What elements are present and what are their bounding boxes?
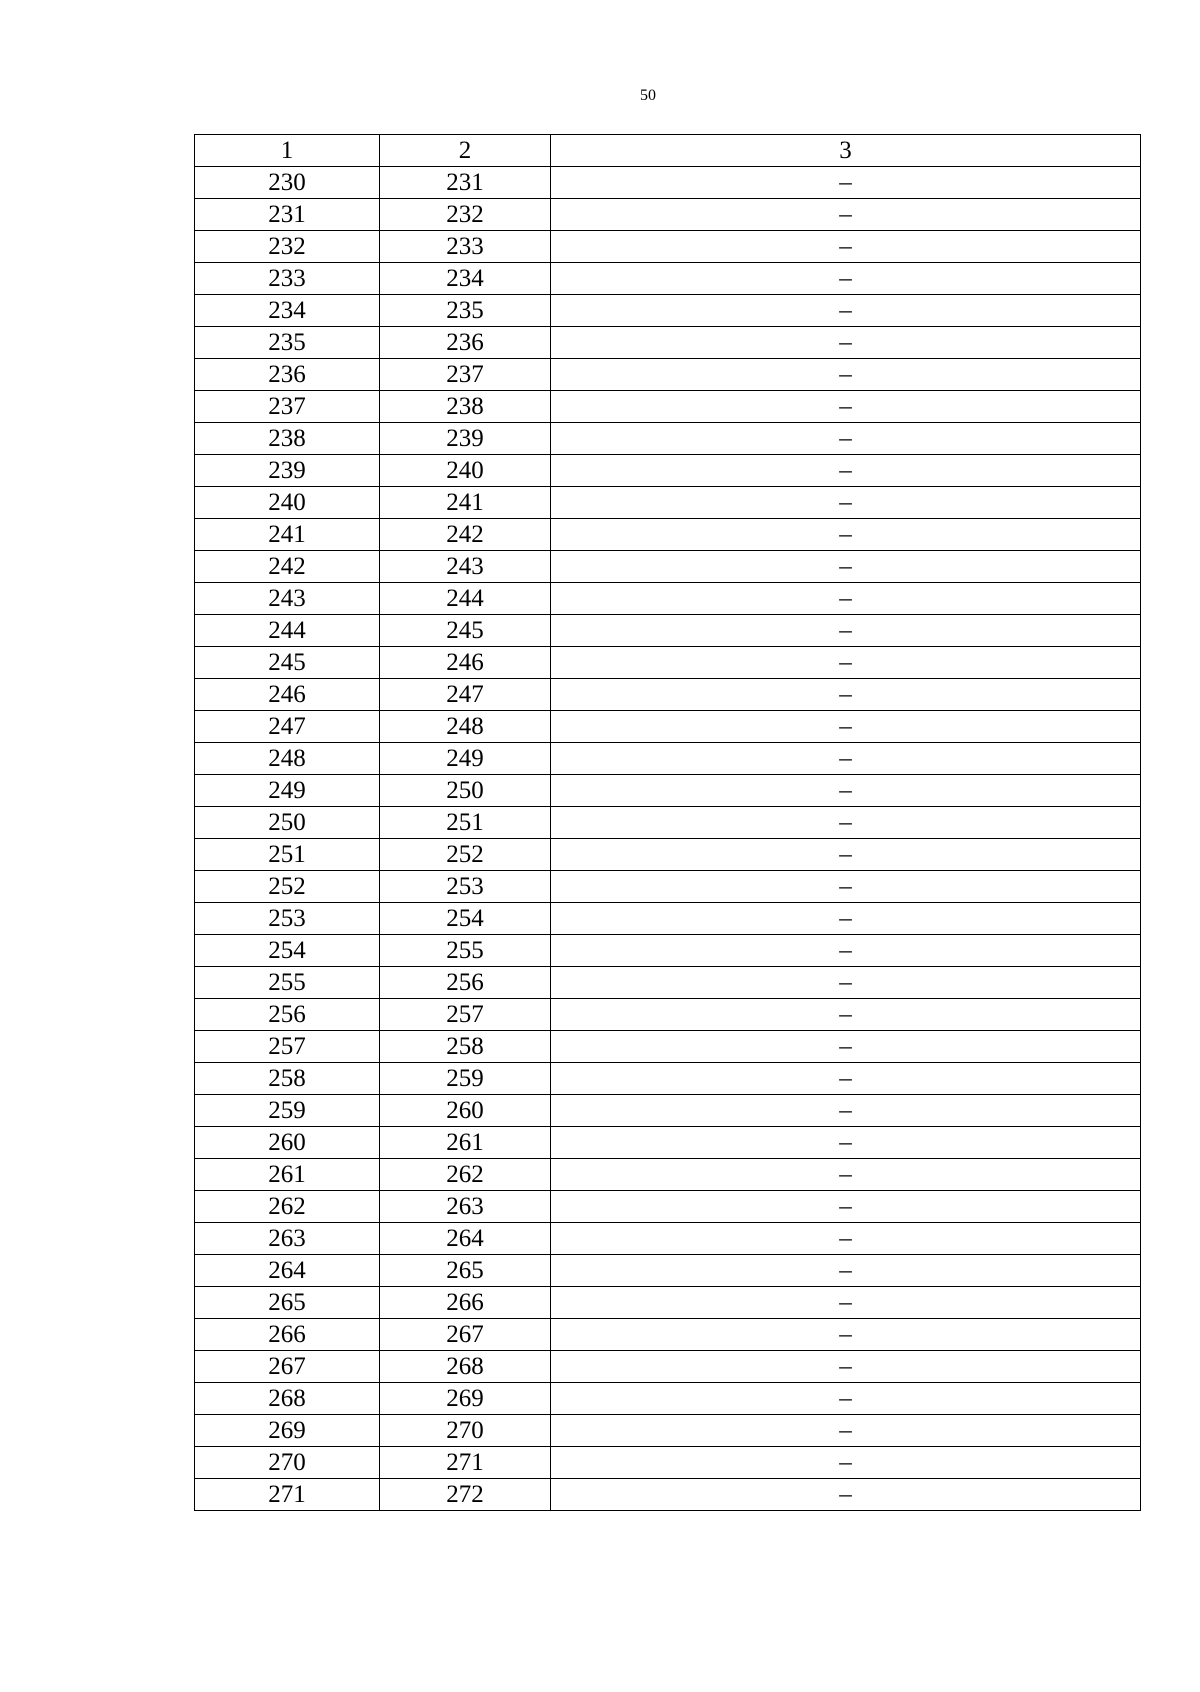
table-cell-col-2: 253 <box>380 871 551 903</box>
table-cell-col-1: 241 <box>195 519 380 551</box>
table-row <box>195 871 1141 903</box>
table-cell-col-3: – <box>551 263 1141 295</box>
table-row <box>195 903 1141 935</box>
table-cell-col-2: 262 <box>380 1159 551 1191</box>
table-row <box>195 1159 1141 1191</box>
table-row <box>195 1223 1141 1255</box>
table-cell-col-3: – <box>551 327 1141 359</box>
table-body <box>195 167 1141 1511</box>
table-cell-col-2: 258 <box>380 1031 551 1063</box>
table-row <box>195 1191 1141 1223</box>
table-row <box>195 1447 1141 1479</box>
table-cell-col-1: 268 <box>195 1383 380 1415</box>
table-cell-col-2: 248 <box>380 711 551 743</box>
table-cell-col-2: 246 <box>380 647 551 679</box>
table-cell-col-3: – <box>551 1095 1141 1127</box>
table-cell-col-2: 254 <box>380 903 551 935</box>
table-cell-col-3: – <box>551 1351 1141 1383</box>
table-cell-col-2: 231 <box>380 167 551 199</box>
table-cell-col-2: 252 <box>380 839 551 871</box>
table-row <box>195 647 1141 679</box>
table-row <box>195 327 1141 359</box>
table-row <box>195 455 1141 487</box>
table-cell-col-2: 233 <box>380 231 551 263</box>
table-cell-col-1: 258 <box>195 1063 380 1095</box>
table-row <box>195 1095 1141 1127</box>
table-cell-col-3: – <box>551 1031 1141 1063</box>
table-cell-col-2: 255 <box>380 935 551 967</box>
table-cell-col-2: 268 <box>380 1351 551 1383</box>
table-row <box>195 935 1141 967</box>
table-cell-col-3: – <box>551 1383 1141 1415</box>
table-cell-col-3: – <box>551 1319 1141 1351</box>
table-cell-col-3: – <box>551 487 1141 519</box>
table-row <box>195 775 1141 807</box>
table-cell-col-3: – <box>551 519 1141 551</box>
table-cell-col-1: 260 <box>195 1127 380 1159</box>
table-cell-col-3: – <box>551 391 1141 423</box>
table-header-row <box>195 135 1141 167</box>
table-row <box>195 1383 1141 1415</box>
table-cell-col-2: 236 <box>380 327 551 359</box>
table-cell-col-1: 250 <box>195 807 380 839</box>
table-row <box>195 679 1141 711</box>
table-cell-col-3: – <box>551 167 1141 199</box>
table-cell-col-2: 243 <box>380 551 551 583</box>
table-cell-col-3: – <box>551 999 1141 1031</box>
table-cell-col-1: 240 <box>195 487 380 519</box>
table-cell-col-3: – <box>551 967 1141 999</box>
table-cell-col-3: – <box>551 455 1141 487</box>
table-cell-col-2: 263 <box>380 1191 551 1223</box>
table-row <box>195 1127 1141 1159</box>
table-cell-col-2: 244 <box>380 583 551 615</box>
table-row <box>195 807 1141 839</box>
table-row <box>195 359 1141 391</box>
table-cell-col-1: 271 <box>195 1479 380 1511</box>
table-row <box>195 1255 1141 1287</box>
table-cell-col-3: – <box>551 1191 1141 1223</box>
table-row <box>195 231 1141 263</box>
table-cell-col-2: 261 <box>380 1127 551 1159</box>
table-cell-col-1: 232 <box>195 231 380 263</box>
table-cell-col-3: – <box>551 1479 1141 1511</box>
table-cell-col-2: 234 <box>380 263 551 295</box>
table-row <box>195 839 1141 871</box>
table-cell-col-2: 265 <box>380 1255 551 1287</box>
table-cell-col-2: 245 <box>380 615 551 647</box>
table-header <box>195 135 1141 167</box>
page-number: 50 <box>640 87 656 104</box>
table-cell-col-2: 250 <box>380 775 551 807</box>
table-cell-col-2: 267 <box>380 1319 551 1351</box>
column-header-1: 1 <box>195 135 380 167</box>
table-cell-col-1: 270 <box>195 1447 380 1479</box>
table-cell-col-2: 241 <box>380 487 551 519</box>
table-row <box>195 999 1141 1031</box>
table-cell-col-2: 256 <box>380 967 551 999</box>
table-cell-col-2: 264 <box>380 1223 551 1255</box>
table-cell-col-1: 267 <box>195 1351 380 1383</box>
table-cell-col-3: – <box>551 903 1141 935</box>
table-cell-col-2: 235 <box>380 295 551 327</box>
table-cell-col-1: 262 <box>195 1191 380 1223</box>
table-cell-col-1: 245 <box>195 647 380 679</box>
table-cell-col-3: – <box>551 839 1141 871</box>
table-cell-col-1: 269 <box>195 1415 380 1447</box>
table-cell-col-2: 242 <box>380 519 551 551</box>
table-cell-col-3: – <box>551 199 1141 231</box>
table-cell-col-1: 237 <box>195 391 380 423</box>
table-row <box>195 167 1141 199</box>
table-cell-col-1: 255 <box>195 967 380 999</box>
table-cell-col-1: 233 <box>195 263 380 295</box>
table-cell-col-3: – <box>551 1127 1141 1159</box>
table-cell-col-3: – <box>551 1415 1141 1447</box>
table-cell-col-1: 263 <box>195 1223 380 1255</box>
table-cell-col-3: – <box>551 775 1141 807</box>
table-cell-col-2: 270 <box>380 1415 551 1447</box>
table-cell-col-3: – <box>551 935 1141 967</box>
table-cell-col-2: 232 <box>380 199 551 231</box>
table-cell-col-1: 249 <box>195 775 380 807</box>
table-cell-col-3: – <box>551 711 1141 743</box>
table-cell-col-1: 244 <box>195 615 380 647</box>
table-row <box>195 583 1141 615</box>
table-cell-col-3: – <box>551 647 1141 679</box>
table-cell-col-1: 266 <box>195 1319 380 1351</box>
table-cell-col-1: 243 <box>195 583 380 615</box>
table-cell-col-1: 230 <box>195 167 380 199</box>
table-cell-col-2: 272 <box>380 1479 551 1511</box>
table-cell-col-1: 239 <box>195 455 380 487</box>
table-cell-col-3: – <box>551 551 1141 583</box>
table-cell-col-3: – <box>551 615 1141 647</box>
table-cell-col-1: 247 <box>195 711 380 743</box>
table-row <box>195 1063 1141 1095</box>
table-cell-col-1: 251 <box>195 839 380 871</box>
table-row <box>195 743 1141 775</box>
table-cell-col-1: 257 <box>195 1031 380 1063</box>
data-table <box>194 134 1141 1511</box>
table-cell-col-1: 261 <box>195 1159 380 1191</box>
table-cell-col-3: – <box>551 231 1141 263</box>
table-row <box>195 487 1141 519</box>
table-cell-col-2: 249 <box>380 743 551 775</box>
table-cell-col-3: – <box>551 359 1141 391</box>
table-row <box>195 967 1141 999</box>
table-cell-col-2: 266 <box>380 1287 551 1319</box>
table-cell-col-3: – <box>551 871 1141 903</box>
table-cell-col-2: 259 <box>380 1063 551 1095</box>
table-cell-col-1: 236 <box>195 359 380 391</box>
table-cell-col-2: 240 <box>380 455 551 487</box>
table-row <box>195 423 1141 455</box>
table-cell-col-2: 238 <box>380 391 551 423</box>
table-row <box>195 391 1141 423</box>
table-row <box>195 1415 1141 1447</box>
table-cell-col-2: 271 <box>380 1447 551 1479</box>
column-header-2: 2 <box>380 135 551 167</box>
table-cell-col-3: – <box>551 1287 1141 1319</box>
table-cell-col-1: 234 <box>195 295 380 327</box>
table-cell-col-3: – <box>551 743 1141 775</box>
table-row <box>195 1351 1141 1383</box>
table-cell-col-3: – <box>551 679 1141 711</box>
table-cell-col-1: 264 <box>195 1255 380 1287</box>
table-cell-col-2: 237 <box>380 359 551 391</box>
table-cell-col-1: 248 <box>195 743 380 775</box>
table-cell-col-1: 254 <box>195 935 380 967</box>
table-row <box>195 199 1141 231</box>
table-row <box>195 615 1141 647</box>
table-cell-col-2: 260 <box>380 1095 551 1127</box>
table-row <box>195 1287 1141 1319</box>
column-header-3: 3 <box>551 135 1141 167</box>
table-cell-col-2: 269 <box>380 1383 551 1415</box>
table-row <box>195 711 1141 743</box>
table-cell-col-1: 256 <box>195 999 380 1031</box>
table-cell-col-1: 242 <box>195 551 380 583</box>
table-cell-col-3: – <box>551 1063 1141 1095</box>
table-row <box>195 263 1141 295</box>
table-cell-col-3: – <box>551 1447 1141 1479</box>
table-row <box>195 1319 1141 1351</box>
table-row <box>195 1479 1141 1511</box>
table-cell-col-3: – <box>551 583 1141 615</box>
table-cell-col-3: – <box>551 1255 1141 1287</box>
table-cell-col-2: 247 <box>380 679 551 711</box>
table-row <box>195 1031 1141 1063</box>
table-cell-col-1: 231 <box>195 199 380 231</box>
table-cell-col-1: 235 <box>195 327 380 359</box>
table-row <box>195 551 1141 583</box>
table-cell-col-1: 259 <box>195 1095 380 1127</box>
table-cell-col-1: 252 <box>195 871 380 903</box>
table-row <box>195 295 1141 327</box>
table-cell-col-3: – <box>551 295 1141 327</box>
table-cell-col-2: 257 <box>380 999 551 1031</box>
table-cell-col-2: 251 <box>380 807 551 839</box>
table-cell-col-3: – <box>551 807 1141 839</box>
table-cell-col-3: – <box>551 423 1141 455</box>
table-cell-col-1: 253 <box>195 903 380 935</box>
table-row <box>195 519 1141 551</box>
table-cell-col-3: – <box>551 1159 1141 1191</box>
table-cell-col-2: 239 <box>380 423 551 455</box>
table-cell-col-3: – <box>551 1223 1141 1255</box>
table-cell-col-1: 246 <box>195 679 380 711</box>
table-cell-col-1: 238 <box>195 423 380 455</box>
table-cell-col-1: 265 <box>195 1287 380 1319</box>
